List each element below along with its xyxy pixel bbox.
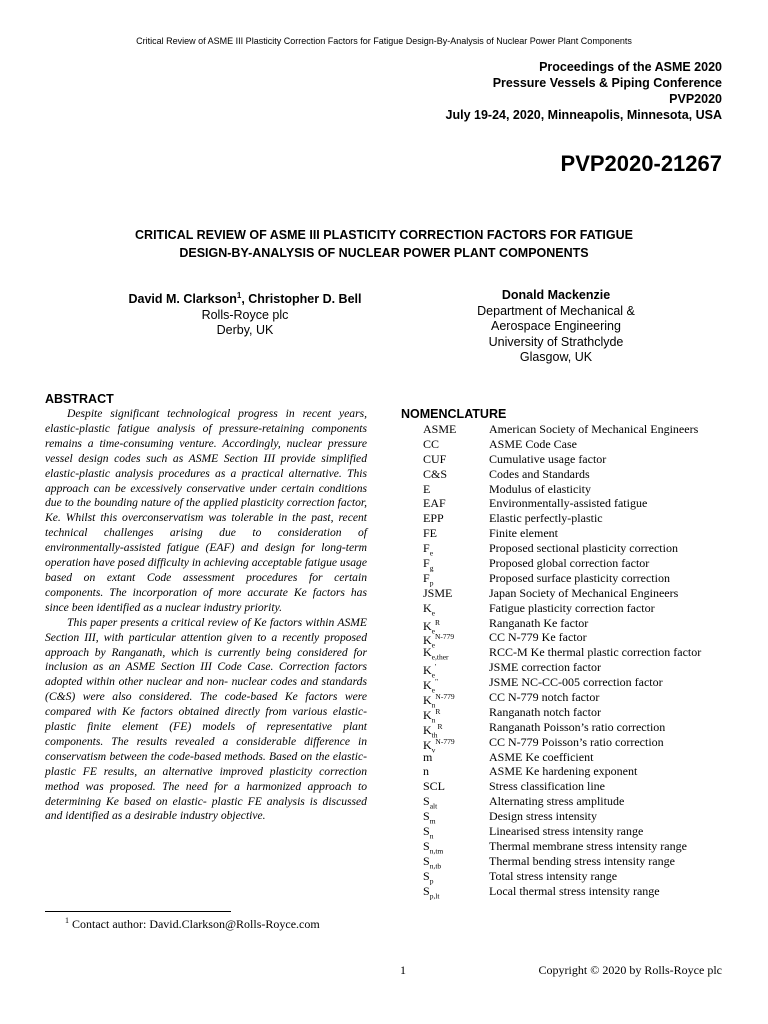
- author-affiliation-right: [440, 288, 672, 366]
- nomenclature-row: [401, 467, 731, 482]
- nomenclature-row: [401, 615, 731, 635]
- footnote-marker: 1: [65, 916, 69, 925]
- symbol-base: K: [423, 693, 432, 708]
- symbol-subscript: n: [431, 700, 436, 710]
- nomenclature-definition: RCC-M Ke thermal plastic correction factor: [489, 645, 702, 660]
- abstract-line: consideration of environmentally-assisted fatigue (EAF) and: [45, 526, 367, 555]
- nomenclature-symbol: [401, 511, 489, 526]
- symbol-subscript: e: [431, 685, 436, 695]
- nomenclature-row: [401, 630, 731, 650]
- symbol-subscript: e: [431, 625, 436, 635]
- nomenclature-definition: Proposed surface plasticity correction: [489, 570, 670, 585]
- abstract-line: plastic FE analysis is discussed and identified as a desirable: [45, 794, 367, 823]
- nomenclature-definition: Environmentally-assisted fatigue: [489, 496, 648, 511]
- symbol-base: FE: [423, 526, 438, 541]
- nomenclature-symbol: [401, 854, 489, 869]
- nomenclature-definition: Finite element: [489, 526, 558, 541]
- abstract-line: Correction factors adopted within other nuclear and non-: [45, 660, 367, 689]
- abstract-line: methods. Based on the elastic-plastic FE results, an alternative: [45, 749, 367, 778]
- abstract-line: accurate Ke factors has since been identified as a nuclear: [45, 585, 367, 614]
- symbol-base: C&S: [423, 466, 448, 481]
- nomenclature-symbol: [401, 824, 489, 839]
- abstract-line: proposed approach by Ranganath, which is currently being: [45, 630, 367, 659]
- nomenclature-heading: NOMENCLATURE: [401, 407, 507, 421]
- nomenclature-section: [401, 407, 731, 899]
- nomenclature-definition: American Society of Mechanical Engineers: [489, 422, 699, 436]
- nomenclature-definition: Ranganath notch factor: [489, 704, 601, 719]
- symbol-base: F: [423, 541, 430, 556]
- symbol-subscript: p: [429, 578, 434, 588]
- nomenclature-symbol: [401, 482, 489, 497]
- nomenclature-symbol: [401, 794, 489, 809]
- symbol-base: m: [423, 749, 433, 764]
- symbol-subscript: n: [429, 831, 434, 841]
- nomenclature-definition: JSME correction factor: [489, 660, 601, 675]
- abstract-line: considered for inclusion as an ASME Section III Code Case.: [45, 645, 367, 674]
- footnote: [65, 916, 320, 932]
- footnote-marker: 1: [236, 291, 242, 300]
- abstract-line: remains a time-consuming venture. Accordingly, nuclear: [45, 436, 328, 450]
- nomenclature-definition: Elastic perfectly-plastic: [489, 511, 603, 526]
- author-names: [120, 288, 370, 308]
- abstract-line: plasticity correction factor, Ke. Whilst this overconservatism was: [45, 496, 367, 525]
- nomenclature-definition: JSME NC-CC-005 correction factor: [489, 675, 663, 690]
- symbol-base: F: [423, 570, 430, 585]
- abstract-line: code-based Ke factors were compared with Ke factors obtained: [45, 690, 367, 719]
- symbol-base: K: [423, 663, 432, 678]
- author-organization: University of Strathclyde: [488, 334, 624, 349]
- author-name: David M. Clarkson: [128, 292, 237, 307]
- symbol-base: S: [423, 868, 430, 883]
- nomenclature-row: [401, 496, 731, 511]
- proceedings-line: Pressure Vessels & Piping Conference: [492, 76, 722, 90]
- nomenclature-row: [401, 794, 731, 809]
- symbol-subscript: m: [429, 816, 436, 826]
- nomenclature-symbol: [401, 839, 489, 854]
- symbol-base: E: [423, 481, 431, 496]
- nomenclature-symbol: [401, 437, 489, 452]
- nomenclature-row: [401, 571, 731, 586]
- author-location: Glasgow, UK: [519, 350, 593, 364]
- symbol-base: CC: [423, 436, 440, 451]
- paper-id: PVP2020-21267: [560, 151, 722, 176]
- nomenclature-row: [401, 541, 731, 556]
- nomenclature-symbol: [401, 779, 489, 794]
- author-department: Department of Mechanical &: [477, 303, 635, 318]
- symbol-subscript: e: [431, 640, 436, 650]
- abstract-line: nuclear codes and standards (C&S) were also considered. The: [45, 675, 367, 704]
- symbol-superscript: R: [437, 721, 443, 731]
- abstract-line: for a harmonized approach to determining Ke based on elastic-: [45, 779, 368, 808]
- nomenclature-definition: Codes and Standards: [489, 466, 590, 481]
- abstract-paragraph-1: [45, 407, 367, 616]
- symbol-base: S: [423, 838, 430, 853]
- proceedings-line: Proceedings of the ASME 2020: [539, 60, 722, 74]
- abstract-heading: ABSTRACT: [45, 392, 114, 406]
- nomenclature-definition: Proposed sectional plasticity correction: [489, 541, 678, 556]
- proceedings-line: July 19-24, 2020, Minneapolis, Minnesota, USA: [445, 108, 722, 122]
- symbol-superscript: N-779: [435, 692, 455, 702]
- nomenclature-row: [401, 719, 731, 740]
- nomenclature-row: [401, 422, 731, 437]
- symbol-subscript: n,tb: [429, 861, 442, 871]
- proceedings-line: PVP2020: [669, 92, 722, 106]
- nomenclature-symbol: [401, 809, 489, 824]
- nomenclature-definition: Stress classification line: [489, 779, 605, 794]
- symbol-base: S: [423, 883, 430, 898]
- nomenclature-row: [401, 601, 731, 616]
- symbol-base: S: [423, 809, 430, 824]
- nomenclature-definition: Ranganath Ke factor: [489, 615, 589, 630]
- nomenclature-symbol: [401, 541, 489, 556]
- abstract-line: acceptable fatigue usage based on extant Code assessment: [45, 556, 367, 584]
- nomenclature-definition: ASME Code Case: [489, 436, 577, 451]
- nomenclature-row: [401, 809, 731, 824]
- nomenclature-definition: ASME Ke hardening exponent: [489, 764, 638, 779]
- symbol-superscript: R: [435, 617, 441, 627]
- symbol-subscript: alt: [429, 801, 438, 811]
- nomenclature-row: [401, 854, 731, 869]
- symbol-subscript: e,ther: [431, 652, 449, 662]
- nomenclature-row: [401, 675, 731, 695]
- author-organization: Rolls-Royce plc: [201, 307, 289, 322]
- nomenclature-definition: Alternating stress amplitude: [489, 794, 625, 809]
- abstract-line: alternative. This approach can be excessively conservative under: [45, 466, 367, 495]
- nomenclature-row: [401, 764, 731, 779]
- nomenclature-row: [401, 556, 731, 571]
- symbol-superscript: ": [435, 677, 439, 687]
- symbol-base: K: [423, 737, 432, 752]
- nomenclature-symbol: [401, 422, 489, 437]
- nomenclature-row: [401, 660, 731, 680]
- symbol-base: S: [423, 853, 430, 868]
- symbol-base: EAF: [423, 496, 446, 511]
- nomenclature-row: [401, 690, 731, 710]
- nomenclature-definition: Cumulative usage factor: [489, 451, 607, 466]
- nomenclature-row: [401, 482, 731, 497]
- nomenclature-row: [401, 526, 731, 541]
- abstract-line: This paper presents a critical review of Ke factors within: [67, 615, 338, 629]
- nomenclature-definition: CC N-779 Poisson’s ratio correction: [489, 734, 664, 749]
- nomenclature-definition: CC N-779 Ke factor: [489, 630, 587, 645]
- nomenclature-row: [401, 586, 731, 601]
- nomenclature-symbol: [401, 735, 489, 755]
- symbol-subscript: p,lt: [429, 891, 440, 900]
- symbol-subscript: e: [431, 670, 436, 680]
- nomenclature-definition: Design stress intensity: [489, 809, 597, 824]
- nomenclature-definition: Fatigue plasticity correction factor: [489, 600, 655, 615]
- title-line: CRITICAL REVIEW OF ASME III PLASTICITY CORRECTION FACTORS FOR FATIGUE: [135, 228, 633, 242]
- nomenclature-symbol: [401, 452, 489, 467]
- abstract-paragraph-2: [45, 616, 367, 825]
- author-department: Aerospace Engineering: [491, 319, 621, 333]
- nomenclature-definition: Linearised stress intensity range: [489, 824, 644, 839]
- nomenclature-row: [401, 645, 731, 660]
- symbol-base: F: [423, 556, 430, 571]
- nomenclature-definition: Local thermal stress intensity range: [489, 883, 660, 898]
- nomenclature-list: [401, 422, 731, 899]
- symbol-base: K: [423, 600, 432, 615]
- nomenclature-symbol: [401, 675, 489, 695]
- symbol-superscript: R: [435, 706, 441, 716]
- nomenclature-definition: Total stress intensity range: [489, 868, 618, 883]
- abstract-line: procedures for certain components. The incorporation of more: [45, 570, 367, 599]
- abstract-section: [45, 392, 367, 824]
- nomenclature-symbol: [401, 496, 489, 511]
- abstract-line: Despite significant technological progress in recent years,: [67, 407, 367, 420]
- nomenclature-symbol: [401, 645, 489, 660]
- symbol-subscript: n: [431, 715, 436, 725]
- author-name: , Christopher D. Bell: [241, 292, 362, 307]
- nomenclature-definition: CC N-779 notch factor: [489, 690, 600, 705]
- nomenclature-symbol: [401, 750, 489, 765]
- nomenclature-definition: Modulus of elasticity: [489, 481, 591, 496]
- symbol-subscript: e: [431, 608, 436, 618]
- symbol-subscript: v: [431, 745, 436, 755]
- abstract-line: tolerable in the past, recent technical challenges arising due to: [45, 511, 367, 540]
- symbol-base: S: [423, 794, 430, 809]
- footnote-divider: [45, 911, 231, 912]
- nomenclature-row: [401, 452, 731, 467]
- nomenclature-symbol: [401, 601, 489, 616]
- nomenclature-symbol: [401, 586, 489, 601]
- nomenclature-definition: ASME Ke coefficient: [489, 749, 594, 764]
- nomenclature-symbol: [401, 467, 489, 482]
- abstract-line: of representative plant components. The results revealed a: [45, 720, 368, 748]
- symbol-base: EPP: [423, 511, 444, 526]
- abstract-line: improved plasticity correction method was proposed. The need: [45, 764, 367, 793]
- symbol-base: SCL: [423, 779, 446, 794]
- symbol-base: K: [423, 633, 432, 648]
- nomenclature-definition: Proposed global correction factor: [489, 556, 650, 571]
- nomenclature-row: [401, 750, 731, 765]
- paper-title: [60, 226, 708, 262]
- symbol-base: K: [423, 645, 432, 660]
- nomenclature-row: [401, 734, 731, 755]
- nomenclature-symbol: [401, 616, 489, 635]
- nomenclature-symbol: [401, 660, 489, 680]
- symbol-base: n: [423, 764, 429, 779]
- nomenclature-row: [401, 779, 731, 794]
- abstract-line: considerable difference in conservatism between the code-based: [45, 734, 367, 763]
- copyright-notice: Copyright © 2020 by Rolls-Royce plc: [538, 963, 722, 977]
- nomenclature-definition: Thermal membrane stress intensity range: [489, 838, 687, 853]
- nomenclature-symbol: [401, 690, 489, 710]
- proceedings-block: [446, 59, 722, 123]
- nomenclature-symbol: [401, 764, 489, 779]
- nomenclature-symbol: [401, 571, 489, 586]
- author-affiliation-left: [120, 288, 370, 339]
- symbol-subscript: n,tm: [429, 846, 444, 856]
- page-number: 1: [400, 963, 406, 977]
- abstract-line: ASME Section III, with particular attention given to a recently: [45, 615, 367, 644]
- nomenclature-symbol: [401, 556, 489, 571]
- nomenclature-row: [401, 869, 731, 884]
- footnote-text: Contact author: David.Clarkson@Rolls-Royce.com: [72, 917, 320, 931]
- nomenclature-symbol: [401, 705, 489, 725]
- nomenclature-symbol: [401, 884, 489, 899]
- nomenclature-definition: Thermal bending stress intensity range: [489, 853, 675, 868]
- abstract-line: industry priority.: [203, 600, 283, 614]
- abstract-line: certain conditions due to the bounding nature of the applied: [45, 481, 368, 510]
- abstract-line: directly from various elastic-plastic finite element (FE) models: [45, 705, 367, 734]
- symbol-base: JSME: [423, 585, 453, 600]
- symbol-subscript: e: [429, 548, 434, 558]
- nomenclature-row: [401, 704, 731, 725]
- abstract-line: simplified elastic-plastic analysis procedures as a practical: [45, 451, 367, 480]
- nomenclature-row: [401, 824, 731, 839]
- symbol-base: K: [423, 678, 432, 693]
- symbol-base: ASME: [423, 422, 457, 436]
- nomenclature-symbol: [401, 720, 489, 740]
- title-line: DESIGN-BY-ANALYSIS OF NUCLEAR POWER PLANT COMPONENTS: [179, 246, 589, 260]
- running-header: Critical Review of ASME III Plasticity Correction Factors for Fatigue Design-By-Analysis of Nuclear Power Plant Components: [136, 36, 632, 46]
- nomenclature-row: [401, 437, 731, 452]
- symbol-superscript: ': [435, 662, 437, 672]
- author-location: Derby, UK: [216, 323, 274, 338]
- nomenclature-definition: Japan Society of Mechanical Engineers: [489, 585, 679, 600]
- nomenclature-row: [401, 839, 731, 854]
- symbol-base: S: [423, 824, 430, 839]
- abstract-line: pressure vessel design codes such as ASME Section III provide: [45, 436, 367, 465]
- nomenclature-row: [401, 884, 731, 899]
- abstract-line: industry objective.: [179, 809, 266, 823]
- symbol-base: K: [423, 722, 432, 737]
- symbol-base: K: [423, 618, 432, 633]
- nomenclature-definition: Ranganath Poisson’s ratio correction: [489, 719, 666, 734]
- abstract-line: design for long-term operation have posed difficulty in achieving: [45, 541, 368, 570]
- symbol-superscript: N-779: [435, 632, 455, 642]
- symbol-superscript: N-779: [435, 736, 455, 746]
- symbol-base: CUF: [423, 451, 447, 466]
- nomenclature-symbol: [401, 630, 489, 650]
- author-name: Donald Mackenzie: [501, 288, 611, 302]
- abstract-line: elastic-plastic fatigue analysis of pressure-retaining components: [45, 421, 367, 435]
- symbol-subscript: th: [431, 730, 438, 740]
- symbol-base: K: [423, 707, 432, 722]
- nomenclature-row: [401, 511, 731, 526]
- symbol-subscript: p: [429, 876, 434, 886]
- nomenclature-symbol: [401, 869, 489, 884]
- symbol-subscript: g: [429, 563, 434, 573]
- nomenclature-symbol: [401, 526, 489, 541]
